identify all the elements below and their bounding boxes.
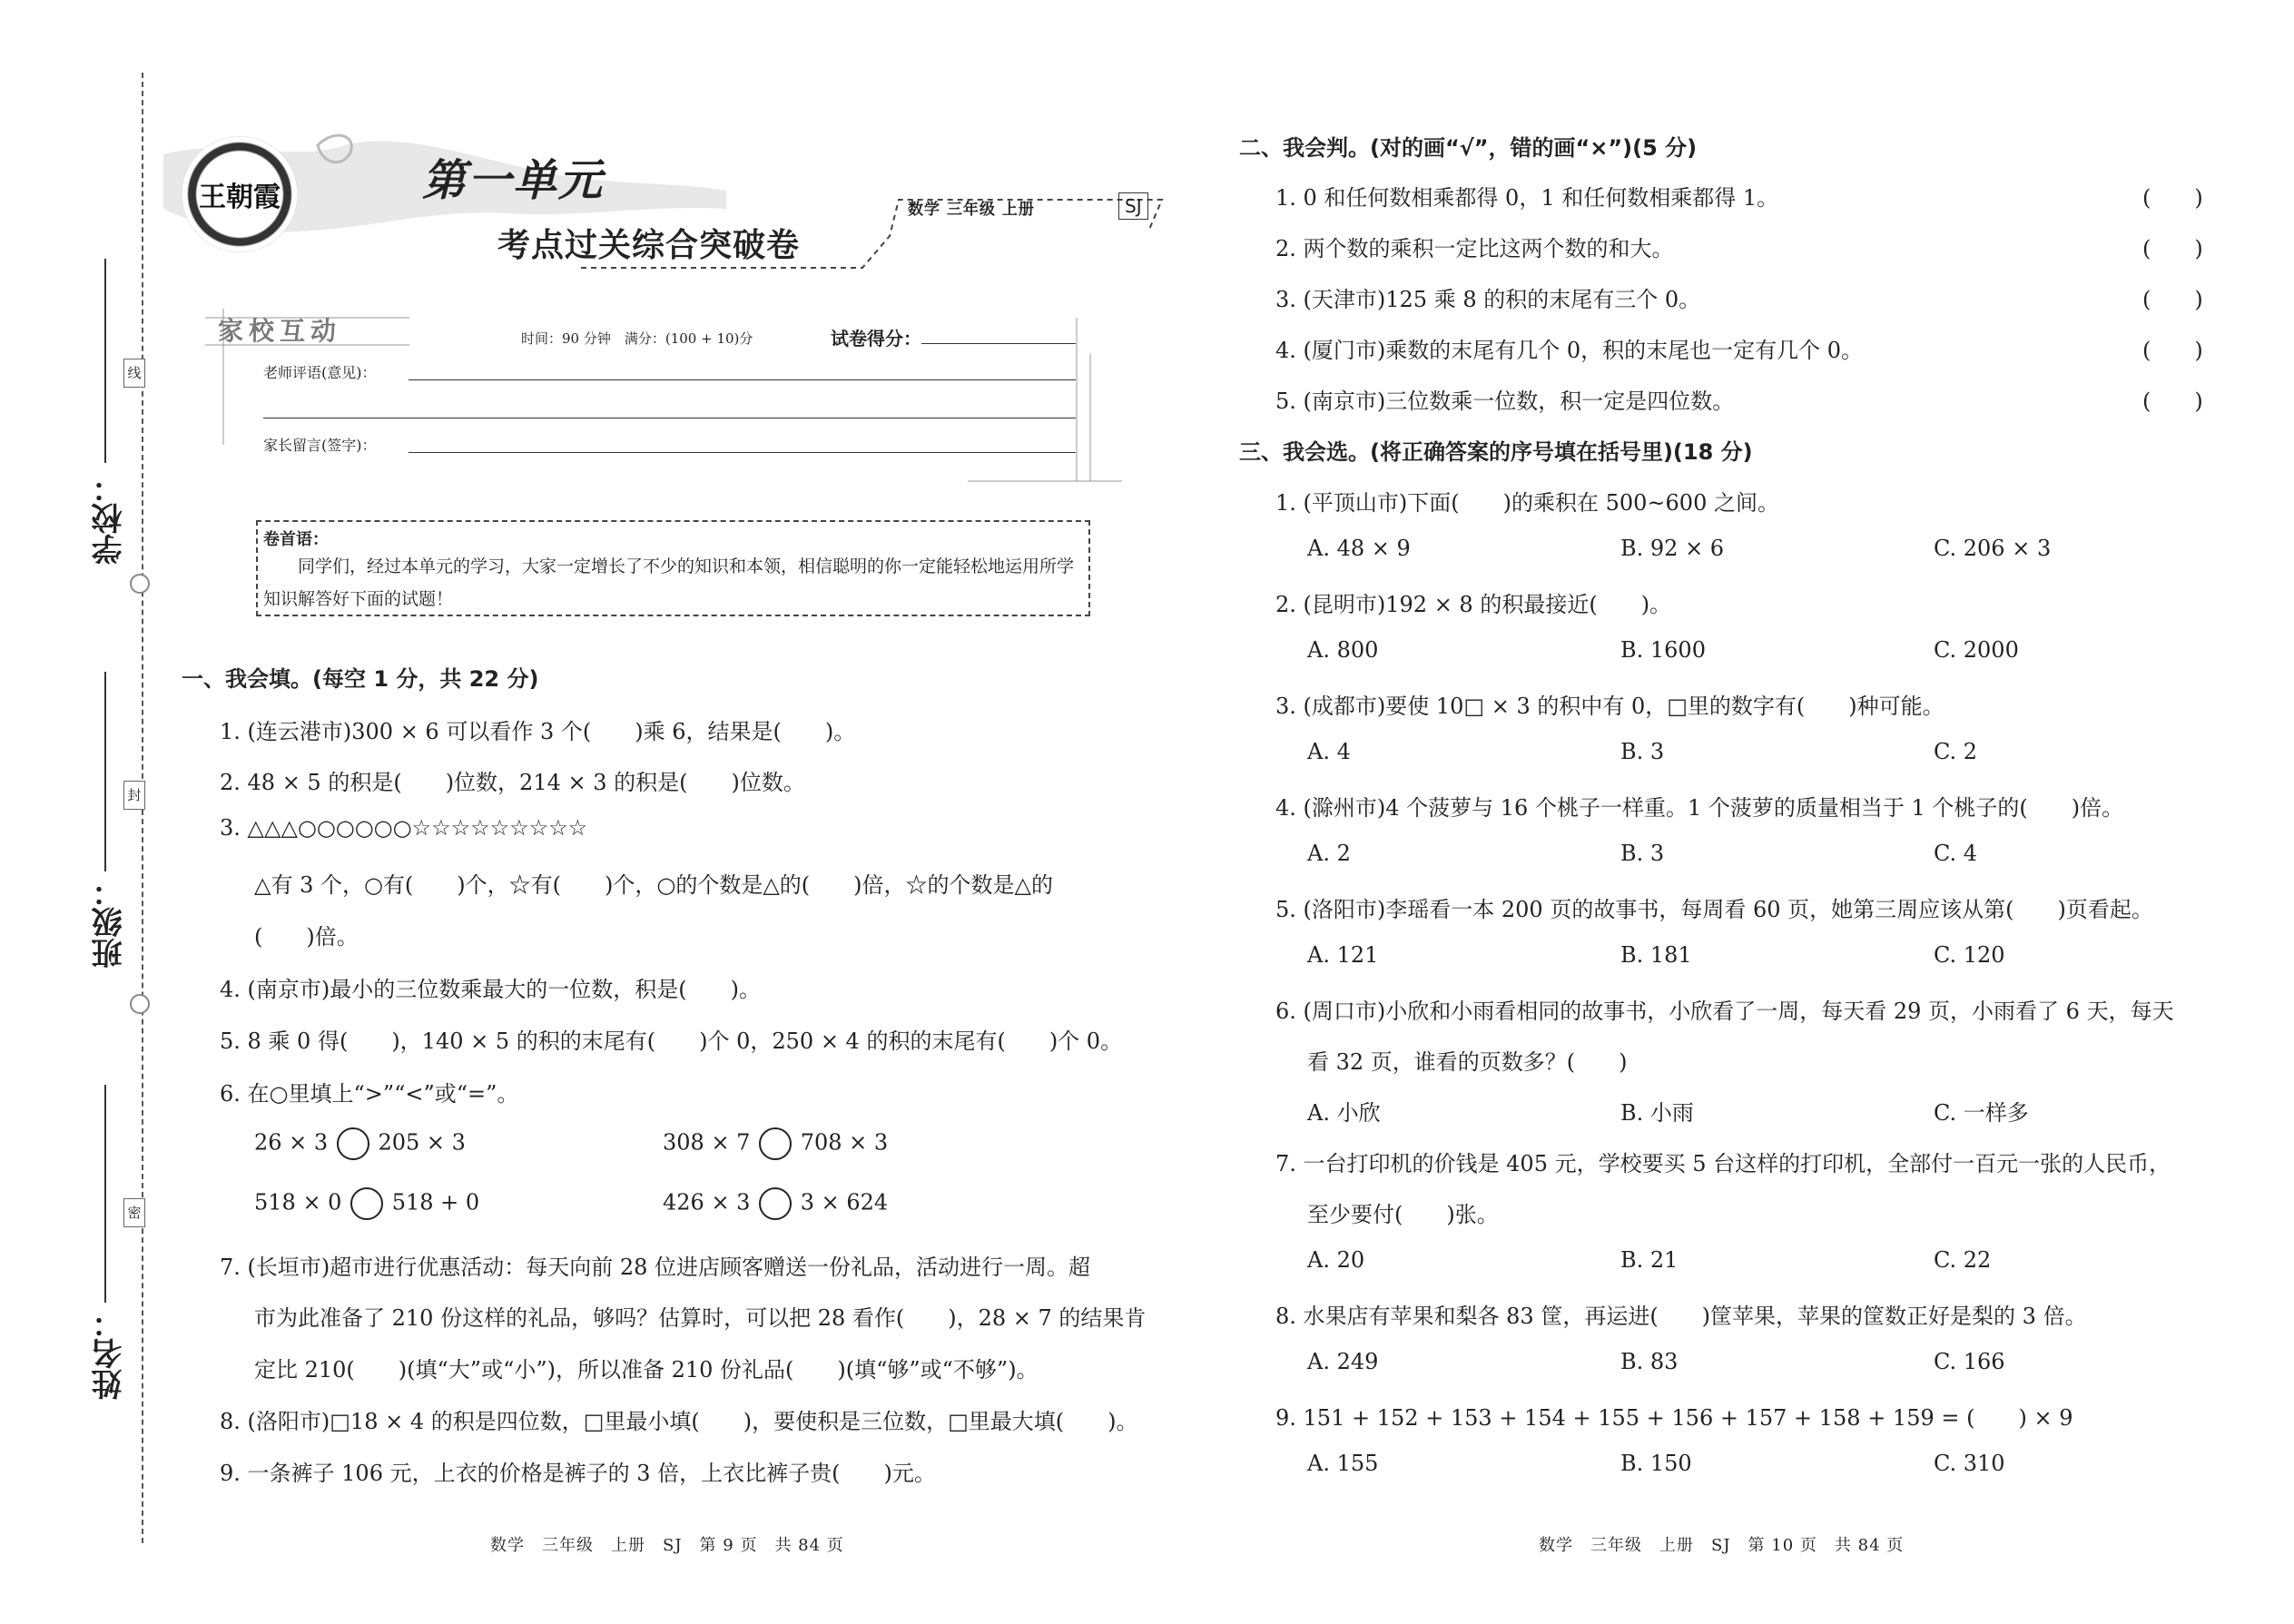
choice-question: 7. 一台打印机的价钱是 405 元，学校要买 5 台这样的打印机，全部付一百元一张的人民币， [1275, 1151, 2171, 1176]
name-field[interactable] [104, 1085, 106, 1303]
compare-circle[interactable] [759, 1127, 792, 1160]
compare-item [254, 1127, 466, 1160]
choice-option-a[interactable]: A. 800 [1307, 637, 1379, 663]
choice-option-c[interactable]: C. 22 [1934, 1247, 1992, 1273]
class-field[interactable] [104, 672, 106, 871]
question-line: 定比 210( )(填“大”或“小”)，所以准备 210 份礼品( )(填“够”或“不够”)。 [254, 1357, 1039, 1383]
choice-option-c[interactable]: C. 120 [1934, 942, 2005, 968]
answer-paren[interactable]: ( ) [2142, 185, 2203, 211]
compare-right: 3 × 624 [800, 1189, 889, 1216]
choice-option-c[interactable]: C. 310 [1934, 1451, 2005, 1476]
name-label: 姓名： [92, 1307, 128, 1400]
choice-question: 看 32 页，谁看的页数多？( ) [1307, 1049, 1628, 1075]
teacher-comment-field[interactable] [409, 379, 1076, 380]
binding-hole [130, 994, 150, 1014]
choice-question: 3. (成都市)要使 10□ × 3 的积中有 0，□里的数字有( )种可能。 [1275, 694, 1944, 719]
question-line: 1. (连云港市)300 × 6 可以看作 3 个( )乘 6，结果是( )。 [220, 719, 856, 744]
answer-paren[interactable]: ( ) [2142, 389, 2203, 414]
question-line: 3. △△△○○○○○○☆☆☆☆☆☆☆☆☆ [220, 815, 588, 841]
binding-hole [130, 574, 150, 594]
choice-option-c[interactable]: C. 206 × 3 [1934, 536, 2052, 561]
question-line: △有 3 个，○有( )个，☆有( )个，○的个数是△的( )倍，☆的个数是△的 [254, 872, 1053, 898]
choice-option-a[interactable]: A. 小欣 [1307, 1100, 1381, 1126]
compare-left: 518 × 0 [254, 1189, 342, 1216]
choice-option-c[interactable]: C. 166 [1934, 1349, 2005, 1374]
choice-question: 5. (洛阳市)李瑶看一本 200 页的故事书，每周看 60 页，她第三周应该从第( )页看起。 [1275, 897, 2153, 922]
question-line: 9. 一条裤子 106 元，上衣的价格是裤子的 3 倍，上衣比裤子贵( )元。 [220, 1461, 936, 1486]
compare-right: 205 × 3 [378, 1129, 466, 1156]
seal-mark-seal: 封 [123, 781, 145, 810]
score-label: 试卷得分： [831, 328, 921, 349]
unit-title: 第一单元 [422, 155, 605, 206]
compare-item [254, 1187, 479, 1220]
choice-option-c[interactable]: C. 一样多 [1934, 1100, 2029, 1126]
choice-question: 2. (昆明市)192 × 8 的积最接近( )。 [1275, 592, 1672, 617]
class-label: 班级： [92, 876, 128, 969]
choice-option-c[interactable]: C. 2000 [1934, 637, 2019, 663]
choice-question: 9. 151 + 152 + 153 + 154 + 155 + 156 + 157 + 158 + 159 = ( ) × 9 [1275, 1405, 2073, 1431]
judge-item: 2. 两个数的乘积一定比这两个数的和大。 [1275, 236, 1674, 261]
choice-option-a[interactable]: A. 121 [1307, 942, 1379, 968]
compare-left: 308 × 7 [663, 1129, 751, 1156]
exam-time-score-info: 时间：90 分钟 满分：(100 + 10)分 [521, 330, 753, 347]
compare-circle[interactable] [350, 1187, 383, 1220]
question-line: ( )倍。 [254, 924, 359, 950]
preface-title: 卷首语： [263, 530, 329, 549]
choice-option-a[interactable]: A. 249 [1307, 1349, 1379, 1374]
choice-option-b[interactable]: B. 小雨 [1620, 1100, 1694, 1126]
choice-option-b[interactable]: B. 3 [1620, 841, 1665, 866]
edition-tag: SJ [1118, 192, 1148, 220]
answer-paren[interactable]: ( ) [2142, 236, 2203, 261]
choice-question: 8. 水果店有苹果和梨各 83 筐，再运进( )筐苹果，苹果的筐数正好是梨的 3 倍。 [1275, 1304, 2087, 1329]
compare-right: 708 × 3 [800, 1129, 889, 1156]
parent-comment-field[interactable] [409, 452, 1076, 453]
seal-mark-line: 线 [123, 359, 145, 388]
logo [182, 136, 298, 252]
school-label: 学校： [92, 472, 128, 565]
subject-grade-tag: 数学 三年级 上册 [908, 201, 1035, 219]
question-line: 8. (洛阳市)□18 × 4 的积是四位数，□里最小填( )，要使积是三位数，□里最大填( )。 [220, 1409, 1138, 1434]
choice-option-b[interactable]: B. 181 [1620, 942, 1692, 968]
choice-question: 至少要付( )张。 [1307, 1202, 1499, 1227]
question-line: 7. (长垣市)超市进行优惠活动：每天向前 28 位进店顾客赠送一份礼品，活动进行一周。超 [220, 1255, 1091, 1280]
section2-title: 二、我会判。(对的画“√”，错的画“×”)(5 分) [1239, 135, 1698, 161]
preface-text: 同学们，经过本单元的学习，大家一定增长了不少的知识和本领，相信聪明的你一定能轻松地运用所学知识解答好下面的试题！ [263, 556, 1075, 609]
judge-item: 3. (天津市)125 乘 8 的积的末尾有三个 0。 [1275, 287, 1701, 312]
choice-option-b[interactable]: B. 1600 [1620, 637, 1706, 663]
question-line: 市为此准备了 210 份这样的礼品，够吗？估算时，可以把 28 看作( )，28 × 7 的结果肯 [254, 1305, 1147, 1331]
section3-title: 三、我会选。(将正确答案的序号填在括号里)(18 分) [1239, 439, 1753, 465]
footer-left: 数学 三年级 上册 SJ 第 9 页 共 84 页 [490, 1536, 844, 1555]
compare-left: 26 × 3 [254, 1129, 329, 1156]
school-field[interactable] [104, 259, 106, 463]
compare-left: 426 × 3 [663, 1189, 751, 1216]
compare-circle[interactable] [337, 1127, 369, 1160]
choice-question: 4. (滁州市)4 个菠萝与 16 个桃子一样重。1 个菠萝的质量相当于 1 个桃子的( )倍。 [1275, 795, 2124, 821]
judge-item: 1. 0 和任何数相乘都得 0，1 和任何数相乘都得 1。 [1275, 185, 1779, 211]
exam-title: 考点过关综合突破卷 [497, 226, 801, 264]
choice-question: 6. (周口市)小欣和小雨看相同的故事书，小欣看了一周，每天看 29 页，小雨看了 6 天，每天 [1275, 999, 2174, 1024]
title-dashed-frame [545, 182, 1171, 281]
choice-option-b[interactable]: B. 3 [1620, 739, 1665, 764]
seal-mark-secret: 密 [123, 1198, 145, 1227]
choice-option-a[interactable]: A. 2 [1307, 841, 1351, 866]
judge-item: 4. (厦门市)乘数的末尾有几个 0，积的末尾也一定有几个 0。 [1275, 338, 1864, 363]
answer-paren[interactable]: ( ) [2142, 287, 2203, 312]
choice-option-b[interactable]: B. 21 [1620, 1247, 1679, 1273]
compare-circle[interactable] [759, 1187, 792, 1220]
footer-right: 数学 三年级 上册 SJ 第 10 页 共 84 页 [1539, 1536, 1905, 1555]
choice-option-b[interactable]: B. 83 [1620, 1349, 1679, 1374]
choice-option-c[interactable]: C. 4 [1934, 841, 1978, 866]
compare-item [663, 1187, 888, 1220]
choice-option-a[interactable]: A. 4 [1307, 739, 1351, 764]
score-field[interactable] [921, 343, 1076, 344]
choice-option-a[interactable]: A. 155 [1307, 1451, 1379, 1476]
question-line: 6. 在○里填上“>”“<”或“=”。 [220, 1081, 519, 1107]
choice-option-a[interactable]: A. 20 [1307, 1247, 1365, 1273]
choice-option-b[interactable]: B. 92 × 6 [1620, 536, 1725, 561]
compare-item [663, 1127, 888, 1160]
logo-text: 王朝霞 [199, 182, 281, 213]
teacher-comment-label: 老师评语(意见)： [263, 364, 377, 381]
section1-title: 一、我会填。(每空 1 分，共 22 分) [182, 666, 539, 692]
question-line: 4. (南京市)最小的三位数乘最大的一位数，积是( )。 [220, 977, 761, 1002]
compare-right: 518 + 0 [391, 1189, 480, 1216]
parent-comment-label: 家长留言(签字)： [263, 437, 377, 454]
question-line: 2. 48 × 5 的积是( )位数，214 × 3 的积是( )位数。 [220, 770, 805, 795]
home-school-label: 家校互动 [218, 316, 342, 346]
answer-paren[interactable]: ( ) [2142, 338, 2203, 363]
choice-question: 1. (平顶山市)下面( )的乘积在 500~600 之间。 [1275, 490, 1779, 516]
choice-option-c[interactable]: C. 2 [1934, 739, 1978, 764]
question-line: 5. 8 乘 0 得( )，140 × 5 的积的末尾有( )个 0，250 × 4 的积的末尾有( )个 0。 [220, 1029, 1123, 1054]
choice-option-b[interactable]: B. 150 [1620, 1451, 1692, 1476]
choice-option-a[interactable]: A. 48 × 9 [1307, 536, 1411, 561]
judge-item: 5. (南京市)三位数乘一位数，积一定是四位数。 [1275, 389, 1735, 414]
